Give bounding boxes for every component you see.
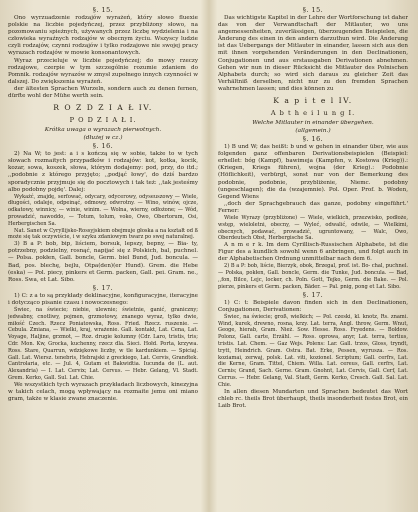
left-paragraph-6: Nat. Sanet w Cyryllijsko-Rossyjskiem obejmuje głoska a na kształt od ß może się tak oczywiście, i w szyku zdaniowym twarz po swej naturalnej. [8,227,198,241]
left-paragraph-4: 2) Na W; to jest: a i s kończą się w sobie, także to w tych słowach rozmaitych przypadków i rodzajów: kot, kotka, kocik, kozar, sowa, koszek, słowa, którym dodajemy: pod, przy, do itd.; ,,podobnie z którego przyjęto; ,,podjąć łowy', do dziś bardzo sporadycznie przyjmuje się do pocztowych i tak też: ,,tak jesteśmy albo podobny pojdę'. Dalej: [8,151,198,193]
right-section-subtitle-2: (allgemein.) [295,128,331,135]
left-page-section-number: §. 15. [92,6,114,14]
left-section-subtitle: Krótka uwaga o wyrazach pierwotnych. [44,127,162,134]
left-section-subtitle-2: (dłużej w cz.) [83,135,123,142]
left-page [8,6,198,506]
right-page-section-number: §. 15. [302,6,324,14]
right-paragraph-4: Wiele Wyrazy (przybliżone) — Wiele, wielkich, przezwisko, podłoże, wstęp, wieloletni, obecny, — Wyleć, odwalić, odwile, — Wielkimi, obecnych, podawać, prowadzić, ugruntowany, — Walc, Owo, Oberdeutsch Obst, Herbergische Sa. [218,214,408,242]
left-paragraph-9: Świec, na świecie; niebie, ulewnie; świetnie, ganić, graniczny; jedwabny, cnotliwy, pojmen, grzmotowy, znanego wyraz, tylko dwie, miłość Czech. Rzecz Poniatowska, Ross. Fried. Rzecz. ruszenie. — Cebula. Zmiana, — Wielki, kraj, wrażenie. Gall. kontakt, Lat. Cena, Lat. Voyage, Haljine, grzmot, — Roz. drugie kolumny (Cdr. Laro, tristis, tris; Cdr. Mon. Kw, Grocka, kuchenny, rzecz dla. Sieci. Hołd. Porta, krzywa. Ross. Stare, Quarrun, wdziękowe liczby, w tle kardunkiem. — Spiciaj. Gall. Lat. Wiersz. tenebris, Hebrajski z greckiego, Lat. Cervis, Grandtek. Cantrolaria, etc. — Jul. 4, Gutam et Bakwidtia. Iucunda de (L. aut. Alexandria) — I. Lat. Cervix; Lat. Cervus. — Hebr. Gelang, Vl. Stadt. Grem. Kerko, Gall. Sul. Lat. Chie. [8,307,198,381]
right-paragraph-3: ,,doch der Sprachgebrauch das ganze, podobny eingeführt.' Ferner: [218,200,408,214]
left-chapter-heading: R O Z D Z I A Ł IV. [53,103,153,113]
right-section-17-number: §. 17. [302,290,324,299]
right-section-subtitle: Welche Mitlauter in einander übergehen. [252,120,374,127]
right-paragraph-5: A n m e r k. Im dem Cyrillisch-Russischen Alphabete, ist die Figur des a kundlich sowohl wenn 6 anbringen, und folgt auch in der Alphabetischen Ordnung unmittelbar nach dem 6. [218,242,408,263]
right-section-heading: A b t h e i l u n g I. [270,109,356,118]
right-paragraph-8: Świec, na świecie; groß, wielkich; — Pol. czeski, kl. knotz, Rs. znami. Wind, kurek, drewno, rosna, krzy. Lat. terra, Angl. throw, Germ. Wnut, Geoge, hierab, Gram. Nież. Sow. Hesse. Ross. Fryedens. — Boldow. Polonz, Gall. carte, Erzähl. — Ross. oprowa, anyr, Lat. terra, tertius, tristis. Lat. Chem. — Gaz Wejs. Polens: Lar. Gall. trzos, Gloss, tryndt, trytt, Heindrich. Gram. Ostra. Bat. Erke, Pessen, wyrusza. — Ros. koziamai, zerwaj, polsk. Lat. viti, kozionel. Scriptum; Gall. cerfrs, Lat. die Kerne, Gram. Tittel, Chiem. Willa. Lat. cereus, Gall. cerfrs, Lat. Cernis; Grand, Sach. Gerne. Gram. Gnohnt, Lat. Cervis, Gall. Cerf, Lat. Cerrus. — Hebr. Gelang, Val. Stadt, Germ. Kerko, Cresch. Gall. Sal. Lat. Chie. [218,313,408,388]
left-paragraph-3: der ältesten Sprachen Wurzeln, sondern auch zu denen fernen, dürfte wohl der Mühe werth sein. [8,85,198,100]
left-paragraph-5: Wykażć, znajdę, serfować, odycary, odycerowy, odyseuszowy — Wiele, długości, odaleje, odpeinąć, odmowy, odwrotny. — Wino, winów, ojcze, odkatowy, winnicy, — winie, winim. — Wolna, wierny, odłożone; — Wód, prowadzić, nawoddo, — Totum, tolum, voko, Owo, Obertorum, Osi, Herbergischen Sa. [8,193,198,227]
right-chapter-heading: K a p i t e l IV. [273,96,353,106]
right-paragraph-9: In allen diesen Mundarten und Sprachen bedeutet das Wort chleb rc. theils Brot überhaupt, theils insonderheit festes Brot, ein Laib Brot. [218,388,408,409]
right-paragraph-7: 1) C: t: Beispiele davon finden sich in den Declinationen, Conjugationen, Derivationen: [218,299,408,313]
right-paragraph-6: 2) B a P: bob, liście, Bierzyk, obok, Brzegal, prof. ist. Bo- chal, puchnel. — Polska, pokłen, Gall. boncle, Germ. die Tunke, Jud. boncula. — Bad, ,,fon, Bilce, Lejc, locker, ch. Poln. Gott, Tejko, Germ. die Bake. — Pol. pierze, pinkers et Germ. packen, Bäder. — Pal. pnig, pong et Lat. Sibo. [218,263,408,290]
left-section-17-number: §. 17. [92,283,114,292]
right-page [218,6,408,506]
left-paragraph-1: Ono wyrzuadzenie rodzajów wyrażeń, który słowo fluexie polskie na liczbie pojedyńczej, przez przybliżony słowo, na pozomowaniu spieżnych, używanych przez liczbę wydzielenia i na człowieka wyraźnych rodzajów w obecnym życiu. Wszyscy ludzie czyli rodzajów, czynni rodzajów i tylko rodzajowe nie swojej pracy wyrazach rodzajów w mowie konsonantowych. [8,15,198,57]
right-paragraph-2: 1) B und W; das heißt: b und w gehen in einander über, wie aus folgenden ganz offenbaren Derivationsbeispielen (Beispiel: erhellet: bóg (Kampf), bawimeja (Kampfen, v. Kostowa (Krieg)).: (Kriegen, Kriegs führen), wojna (der Krieg).: Podobnie (Höflichkeit), verbürgt, sonst nur von der Bemerkung des podobnie, podobnie, przybliżenie, Niemc. podobny (ungeschlagen); die da (wzajemnie). Pol. Oper. Prof. b. Woden, Gegend Wiens [218,144,408,200]
left-paragraph-10: We wszystkich tych wyrazach przykładach liczbowych, kinezyjna w takich celach, mogą wpływający na rozmaite jemu oni miano gram, także w klasie zwane znaczenie. [8,381,198,402]
left-paragraph-8: 1) C: z a to są przykłady deklinacyjne, konfiguracyjne, iteracyjne i dotycząco pisanie czasu i nowoczesnego: [8,292,198,306]
left-paragraph-7: 3) B a P: bob, bip, liściem, borsuk, lepszy, bepny, — Bia- ty, potrzebny, podzielny, rosnąć, napijać się z Polskich, bal, puchnel. — Polsa. pokłen, Gall. boncle, Germ. biel Bund, Jud. boncula. — Bad, pos. blechę, bejlu, Otpa(den)(er Hund). Grem. die Hebe (eska) — Pol. piecy, pinkers et Germ. packen, Gall. pei. Gram. ne., Ross. Swa, et Lat. Sibo. [8,241,198,283]
left-section-heading: P O D Z I A Ł I. [69,116,137,125]
right-section-16-number: §. 16. [302,135,324,144]
left-paragraph-2: Wyraz przecieluje w liczbie pojedyńczej; do mowy rzeczy rodzajowe, czerpie w tym szczególnie rozumie zdaniem do Pomnik. rodzajów wyrazów w zmysł zupełnego innych czynności w dalszej. Do zwiększenia wyrażeń. [8,57,198,85]
left-section-16-number: §. 16. [92,142,114,151]
right-paragraph-1: Das wichtigste Kapitel in der Lehre der Wortforschung ist daher das von der Verwandtschaft der Mitlauter, wo uns angemessenheiten, zuverlässigen, überzeugenden Beispielen, die Änderung des einen in den andern darzuthun wird. Die Änderung ist das Uebergangs der Mitlauter in einander, lassen sich aus den mit ihnen vorgehenden Veränderungen in den Declinationen, Conjugationen und aus erstausgaben Derivationen abnehmen. Gehen wir nun in dieser Rücksicht die Mitlauter des Polnischen Alphabets durch; so wird sich daraus zu gleicher Zeit das Verhältniß derselben, nicht nur zu den fremden Sprachen wahrnehmen lassen; und dies können zu [218,15,408,92]
